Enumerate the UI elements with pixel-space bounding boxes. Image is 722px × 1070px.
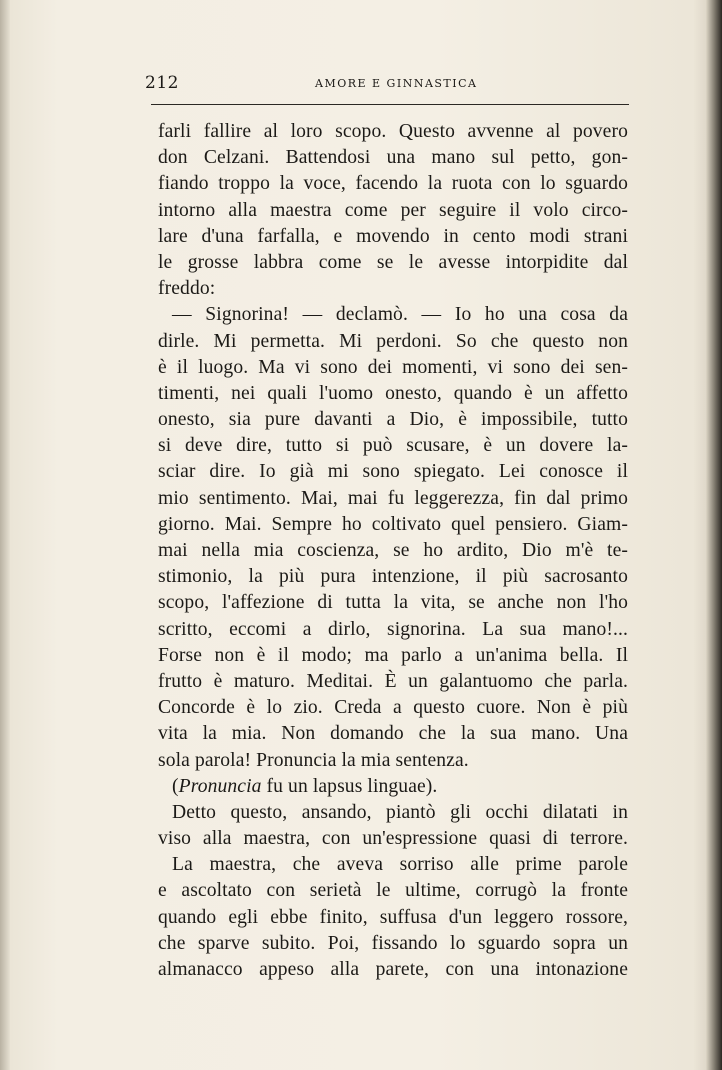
text-line: sciar dire. Io già mi sono spiegato. Lei conosce il (158, 461, 628, 483)
text-line: mio sentimento. Mai, mai fu leggerezza, fin dal primo (158, 487, 628, 509)
text-line: e ascoltato con serietà le ultime, corrugò la fronte (158, 880, 628, 902)
page-gutter-shadow (0, 0, 10, 1070)
text-line: giorno. Mai. Sempre ho coltivato quel pensiero. Giam- (158, 513, 628, 535)
text-line: dirle. Mi permetta. Mi perdoni. So che questo non (158, 330, 628, 352)
text-line: intorno alla maestra come per seguire il volo circo- (158, 199, 628, 221)
running-title: AMORE E GINNASTICA (315, 77, 478, 90)
text-line: vita la mia. Non domando che la sua mano. Una (158, 723, 628, 745)
text-line: Concorde è lo zio. Creda a questo cuore. Non è più (158, 697, 628, 719)
paren-open: ( (172, 775, 179, 797)
text-line: onesto, sia pure davanti a Dio, è impossibile, tutto (158, 409, 628, 431)
text-line: è il luogo. Ma vi sono dei momenti, vi sono dei sen- (158, 356, 628, 378)
text-line: stimonio, la più pura intenzione, il più sacrosanto (158, 566, 628, 588)
text-line: viso alla maestra, con un'espressione quasi di terrore. (158, 828, 628, 850)
body-text (158, 119, 628, 983)
text-line: freddo: (158, 278, 216, 300)
text-line: Forse non è il modo; ma parlo a un'anima bella. Il (158, 644, 628, 666)
text-line: che sparve subito. Poi, fissando lo sguardo sopra un (158, 932, 628, 954)
text-line: le grosse labbra come se le avesse intorpidite dal (158, 251, 628, 273)
text-line: — Signorina! — declamò. — Io ho una cosa da (172, 304, 628, 326)
text-line: fiando troppo la voce, facendo la ruota con lo sguardo (158, 173, 628, 195)
text-line: La maestra, che aveva sorriso alle prime parole (172, 854, 628, 876)
text-line: Detto questo, ansando, piantò gli occhi dilatati in (172, 801, 628, 823)
paren-rest: fu un lapsus linguae). (261, 775, 438, 797)
text-line: almanacco appeso alla parete, con una intonazione (158, 959, 628, 980)
italic-word: Pronuncia (178, 775, 262, 797)
text-line: sola parola! Pronuncia la mia sentenza. (158, 749, 469, 771)
text-line: scopo, l'affezione di tutta la vita, se anche non l'ho (158, 592, 628, 614)
text-line: si deve dire, tutto si può scusare, è un dovere la- (158, 435, 628, 457)
text-line: timenti, nei quali l'uomo onesto, quando è un affetto (158, 382, 628, 404)
text-line: frutto è maturo. Meditai. È un galantuomo che parla. (158, 670, 628, 692)
page-edge-shadow (706, 0, 722, 1070)
text-line: lare d'una farfalla, e movendo in cento modi strani (158, 225, 628, 247)
header-rule (151, 104, 629, 105)
parenthetical-line (158, 774, 628, 800)
text-line: don Celzani. Battendosi una mano sul petto, gon- (158, 147, 628, 169)
page-header (145, 73, 627, 95)
text-line: scritto, eccomi a dirlo, signorina. La sua mano!... (158, 618, 628, 640)
text-line: quando egli ebbe finito, suffusa d'un leggero rossore, (158, 906, 628, 928)
page-number: 212 (145, 73, 179, 93)
text-line: farli fallire al loro scopo. Questo avvenne al povero (158, 121, 628, 142)
text-line: mai nella mia coscienza, se ho ardito, Dio m'è te- (158, 540, 628, 561)
